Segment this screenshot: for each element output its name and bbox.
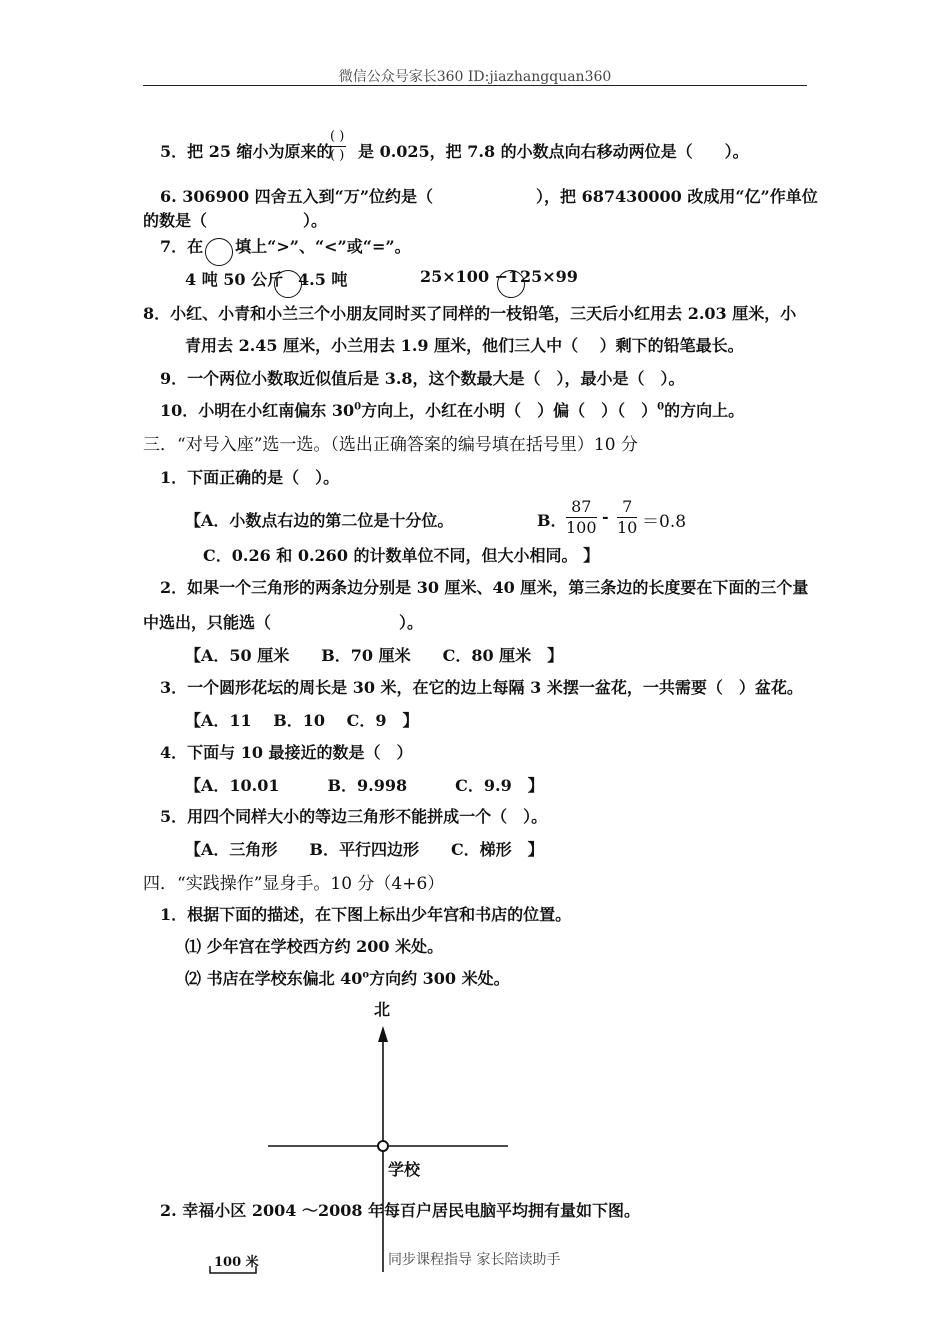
q8-line2: 青用去 2.45 厘米，小兰用去 1.9 厘米，他们三人中（ ）剩下的铅笔最长。: [185, 336, 744, 355]
q9: 9．一个两位小数取近似值后是 3.8，这个数最大是（ ），最小是（ ）。: [160, 369, 685, 388]
s3q1-frac1: [566, 497, 597, 538]
s3q2-line1: 2．如果一个三角形的两条边分别是 30 厘米、40 厘米，第三条边的长度要在下面的三个量: [160, 578, 809, 597]
s4q1-stem: 1．根据下面的描述，在下图上标出少年宫和书店的位置。: [160, 905, 572, 924]
q6-line1a: 6. 306900 四舍五入到“万”位约是（: [160, 187, 434, 206]
q7-left-b: 4.5 吨: [298, 270, 348, 289]
q10-sup2: 0: [657, 401, 665, 413]
s4q1-item2-sup: o: [362, 969, 370, 981]
s4q1-item2a: ⑵ 书店在学校东偏北 40: [185, 969, 363, 988]
q5-part2: 是 0.025，把 7.8 的小数点向右移动两位是（ ）。: [358, 142, 749, 161]
q8-line1: 8．小红、小青和小兰三个小朋友同时买了同样的一枝铅笔，三天后小红用去 2.03 厘米，小: [143, 304, 797, 323]
q7-blank-circle: [205, 238, 233, 266]
s4q2-stem: 2. 幸福小区 2004 ～2008 年每百户居民电脑平均拥有量如下图。: [160, 1201, 641, 1220]
s3q4-options: 【A．10.01 B．9.998 C．9.9 】: [185, 776, 544, 795]
s3q1-frac2-num: 7: [617, 497, 637, 518]
header-rule: [143, 85, 807, 86]
page-header: 微信公众号家长360 ID:jiazhangquan360: [338, 69, 612, 85]
s3q1-minus: -: [602, 507, 609, 526]
q5-fraction: [328, 128, 346, 165]
school-label: 学校: [388, 1160, 421, 1179]
q5-frac-den: ( ): [330, 148, 345, 163]
s3q4-stem: 4．下面与 10 最接近的数是（ ）: [160, 743, 413, 762]
q10-end: 的方向上。: [664, 401, 745, 420]
compass-map: [260, 1020, 520, 1280]
q7-right-a: 25×100 −1: [420, 267, 520, 286]
q10-sup: 0: [354, 401, 362, 413]
school-point-icon: [378, 1141, 388, 1151]
s3q1-optA: 【A．小数点右边的第二位是十分位。: [185, 511, 454, 530]
s3q3-options: 【A．11 B．10 C．9 】: [185, 711, 419, 730]
section4-title: 四．“实践操作”显身手。10 分（4+6）: [143, 874, 445, 894]
q7-left-a: 4 吨 50 公斤: [185, 270, 284, 289]
scale-bar: [208, 1264, 260, 1276]
q10-rest: 方向上，小红在小明（ ）偏（ ）（ ）: [361, 401, 658, 420]
q5-frac-num: ( ): [328, 128, 346, 147]
s3q2-options: 【A．50 厘米 B．70 厘米 C．80 厘米 】: [185, 646, 564, 665]
section3-title: 三．“对号入座”选一选。（选出正确答案的编号填在括号里）10 分: [143, 435, 638, 455]
q7-line1: 7．在 填上“>”、“<”或“=”。: [160, 237, 411, 256]
s3q1-result: ＝0.8: [642, 512, 687, 532]
page-footer: 同步课程指导 家长陪读助手: [388, 1252, 561, 1268]
s4q1-item2: [185, 966, 510, 989]
s4q1-item1: ⑴ 少年宫在学校西方约 200 米处。: [185, 937, 444, 956]
q6-line2: 的数是（ ）。: [143, 211, 328, 230]
north-label: 北: [374, 1000, 391, 1019]
s3q5-stem: 5．用四个同样大小的等边三角形不能拼成一个（ ）。: [160, 807, 548, 826]
s3q5-options: 【A．三角形 B．平行四边形 C．梯形 】: [185, 840, 544, 859]
s3q2-line2: 中选出，只能选（ ）。: [143, 613, 424, 632]
s3q1-frac2-den: 10: [617, 518, 638, 537]
s3q1-frac1-num: 87: [566, 497, 597, 518]
q10-text: 10．小明在小红南偏东 30: [160, 401, 355, 420]
s4q1-item2b: 方向约 300 米处。: [369, 969, 510, 988]
s3q1-frac1-den: 100: [566, 518, 597, 537]
s3q1-frac2: [617, 497, 637, 538]
s3q1-stem: 1．下面正确的是（ ）。: [160, 468, 340, 487]
scale-label: 100 米: [214, 1255, 259, 1270]
s3q1-optB-label: B．: [537, 511, 567, 530]
q5-part1: 5．把 25 缩小为原来的: [160, 142, 333, 161]
q10: [160, 398, 744, 421]
q7-right-b: 25×99: [520, 267, 578, 286]
q6-line1b: ），把 687430000 改成用“亿”作单位: [536, 187, 818, 206]
s3q3-stem: 3．一个圆形花坛的周长是 30 米，在它的边上每隔 3 米摆一盆花，一共需要（ ）盆花。: [160, 678, 803, 697]
s3q1-optC: C．0.26 和 0.260 的计数单位不同，但大小相同。 】: [203, 546, 600, 565]
